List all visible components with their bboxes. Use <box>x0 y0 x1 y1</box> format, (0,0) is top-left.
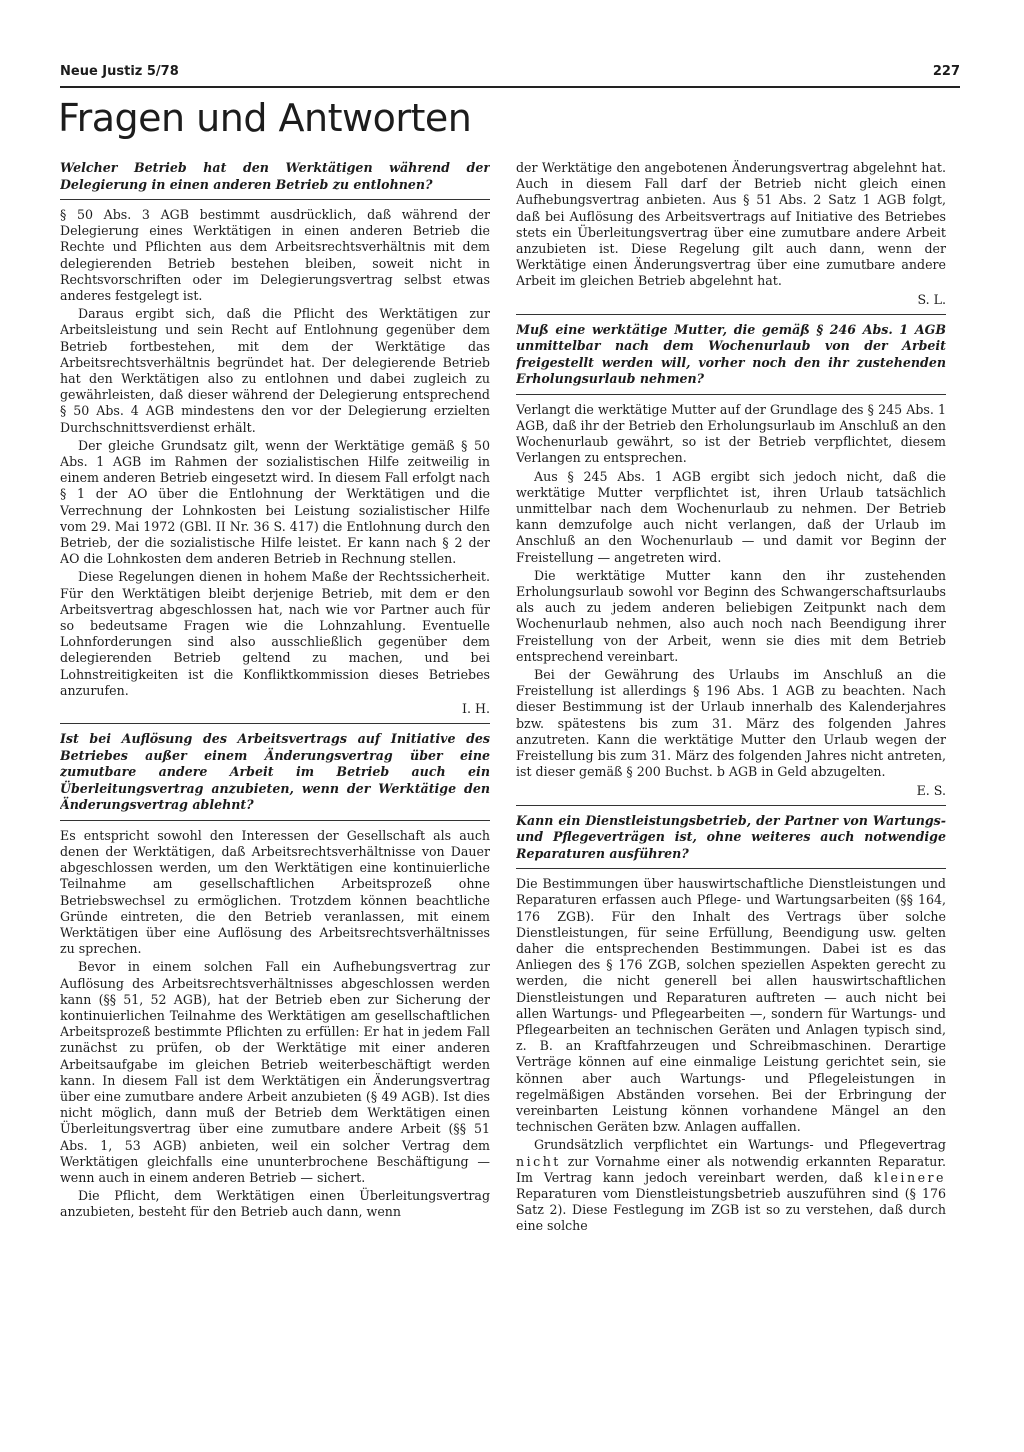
answer-paragraph: Aus § 245 Abs. 1 AGB ergibt sich jedoch nicht, daß die werktätige Mutter verpflichtet ist, ihren Urlaub tatsächlich unmittelbar nach dem Wochenurlaub zu nehmen. Der Betrieb kann demzufolge auch nicht verlangen, daß der Urlaub im Anschluß an den Wochenurlaub — und damit vor Beginn der Freistellung — angetreten wird. <box>516 468 946 565</box>
answer-paragraph: Diese Regelungen dienen in hohem Maße der Rechtssicherheit. Für den Werktätigen bleibt derjenige Betrieb, mit dem er den Arbeitsvertrag abgeschlossen hat, nach wie vor Partner auch für so bedeutsame Fragen wie die Lohnzahlung. Eventuelle Lohnforderungen sind also ausschließlich gegenüber dem delegierenden Betrieb geltend zu machen, und bei Lohnstreitigkeiten ist die Konfliktkommission dieses Betriebes anzurufen. <box>60 569 490 698</box>
page-number: 227 <box>932 64 960 79</box>
running-header <box>60 60 960 88</box>
text-run: Reparaturen vom Dienstleistungsbetrieb auszuführen sind (§ 176 Satz 2). Diese Festlegung im ZGB ist so zu verstehen, daß durch eine solche <box>516 1186 946 1234</box>
answer-paragraph: Bei der Gewährung des Urlaubs im Anschluß an die Freistellung ist allerdings § 196 Abs. 1 AGB zu beachten. Nach dieser Bestimmung ist der Urlaub innerhalb des Kalenderjahres bzw. spätestens bis zum 31. März des folgenden Jahres anzutreten. Kann die werktätige Mutter den Urlaub wegen der Freistellung bis zum 31. März des folgenden Jahres nicht antreten, ist dieser gemäß § 200 Buchst. b AGB in Geld abzugelten. <box>516 667 946 780</box>
emphasized-word: nicht <box>516 1153 561 1169</box>
author-initials: I. H. <box>462 701 490 717</box>
text-run: Grundsätzlich verpflichtet ein Wartungs- und Pflegevertrag <box>534 1137 946 1153</box>
answer-paragraph: Die Pflicht, dem Werktätigen einen Überleitungsvertrag anzubieten, besteht für den Betrieb auch dann, wenn <box>60 1188 490 1220</box>
text-run: zur Vornahme einer als notwendig erkannten Reparatur. Im Vertrag kann jedoch vereinbart werden, daß <box>516 1153 946 1185</box>
right-column <box>516 160 946 1420</box>
answer-paragraph: § 50 Abs. 3 AGB bestimmt ausdrücklich, daß während der Delegierung eines Werktätigen in einen anderen Betrieb die Rechte und Pflichten aus dem Arbeitsrechtsverhältnis mit dem delegierenden Betrieb bestehen bleiben, soweit nicht in Rechtsvorschriften oder im Delegierungsvertrag selbst etwas anderes festgelegt ist. <box>60 207 490 304</box>
journal-issue: Neue Justiz 5/78 <box>60 64 179 79</box>
question-heading: Kann ein Dienstleistungsbetrieb, der Partner von Wartungs- und Pflegeverträgen ist, ohne weiteres auch notwendige Reparaturen ausführen? <box>516 805 946 870</box>
question-heading: Ist bei Auflösung des Arbeitsvertrags auf Initiative des Betriebes außer einem Änderungsvertrag über eine zumutbare andere Arbeit im Betrieb auch ein Überleitungsvertrag anzubieten, wenn der Werktätige den Änderungsvertrag ablehnt? <box>60 723 490 821</box>
question-heading: Welcher Betrieb hat den Werktätigen während der Delegierung in einen anderen Betrieb zu entlohnen? <box>60 160 490 200</box>
answer-paragraph: Verlangt die werktätige Mutter auf der Grundlage des § 245 Abs. 1 AGB, daß ihr der Betrieb den Erholungsurlaub im Anschluß an den Wochenurlaub gewährt, so ist der Betrieb verpflichtet, diesem Verlangen zu entsprechen. <box>516 401 946 466</box>
answer-paragraph: Bevor in einem solchen Fall ein Aufhebungsvertrag zur Auflösung des Arbeitsrechtsverhältnisses abgeschlossen werden kann (§§ 51, 52 AGB), hat der Betrieb eben zur Sicherung der kontinuierlichen Teilnahme des Werktätigen am gesellschaftlichen Arbeitsprozeß bestimmte Pflichten zu erfüllen: Er hat in jedem Fall zunächst zu prüfen, ob der Werktätige mit einer anderen Arbeitsaufgabe im gleichen Betrieb weiterbeschäftigt werden kann. In diesem Fall ist dem Werktätigen ein Änderungsvertrag über eine zumutbare andere Arbeit anzubieten (§ 49 AGB). Ist dies nicht möglich, dann muß der Betrieb dem Werktätigen einen Überleitungsvertrag über eine zumutbare andere Arbeit (§§ 51 Abs. 1, 53 AGB) anbieten, weil ein solcher Vertrag dem Werktätigen gleichfalls eine ununterbrochene Beschäftigung — wenn auch in einem anderen Betrieb — sichert. <box>60 959 490 1186</box>
question-heading: Muß eine werktätige Mutter, die gemäß § 246 Abs. 1 AGB unmittelbar nach dem Wochenurlaub von der Arbeit freigestellt werden will, vorher noch den ihr zustehenden Erholungsurlaub nehmen? <box>516 314 946 395</box>
author-initials: E. S. <box>916 782 946 798</box>
emphasized-word: kleinere <box>873 1169 946 1185</box>
author-initials: S. L. <box>917 291 946 307</box>
answer-paragraph: Die werktätige Mutter kann den ihr zustehenden Erholungsurlaub sowohl vor Beginn des Schwangerschaftsurlaubs als auch zu jedem anderen beliebigen Zeitpunkt nach dem Wochenurlaub nehmen, also auch noch nach Beendigung ihrer Freistellung von der Arbeit, wenn sie dies mit dem Betrieb entsprechend vereinbart. <box>516 567 946 664</box>
answer-paragraph <box>516 1137 946 1234</box>
section-title: Fragen und Antworten <box>58 96 472 140</box>
answer-paragraph: Es entspricht sowohl den Interessen der Gesellschaft als auch denen der Werktätigen, daß Arbeitsrechtsverhältnisse von Dauer abgeschlossen werden, um den Werktätigen eine kontinuierliche Teilnahme am gesellschaftlichen Arbeitsprozeß ohne Betriebswechsel zu ermöglichen. Trotzdem können beachtliche Gründe eintreten, die den Betrieb veranlassen, mit einem Werktätigen über eine Auflösung des Arbeitsrechtsverhältnisses zu sprechen. <box>60 827 490 957</box>
left-column <box>60 160 490 1420</box>
answer-paragraph: Daraus ergibt sich, daß die Pflicht des Werktätigen zur Arbeitsleistung und sein Recht auf Entlohnung gegenüber dem Betrieb fortbestehen, mit dem der Werktätige das Arbeitsrechtsverhältnis begründet hat. Der delegierende Betrieb hat den Werktätigen also zu entlohnen und dabei zugleich zu gewährleisten, daß dieser während der Delegierung entsprechend § 50 Abs. 4 AGB mindestens den vor der Delegierung erzielten Durchschnittsverdienst erhält. <box>60 306 490 435</box>
answer-paragraph: Die Bestimmungen über hauswirtschaftliche Dienstleistungen und Reparaturen erfassen auch Pflege- und Wartungsarbeiten (§§ 164, 176 ZGB). Für den Inhalt des Vertrags über solche Dienstleistungen, für seine Erfüllung, Beendigung usw. gelten daher die entsprechenden Bestimmungen. Dabei ist es das Anliegen des § 176 ZGB, solchen speziellen Aspekten gerecht zu werden, die nicht generell bei allen hauswirtschaftlichen Dienstleistungen und Reparaturen auftreten — auch nicht bei allen Wartungs- und Pflegearbeiten —, sondern für Wartungs- und Pflegearbeiten an technischen Geräten und Anlagen typisch sind, z. B. an Kraftfahrzeugen und Schreibmaschinen. Derartige Verträge können auf eine einmalige Leistung gerichtet sein, sie können aber auch Wartungs- und Pflegeleistungen in regelmäßigen Abständen vorsehen. Bei der Erbringung der vereinbarten Leistung können vorhandene Mängel an den technischen Geräten bzw. Anlagen auffallen. <box>516 876 946 1135</box>
answer-paragraph: der Werktätige den angebotenen Änderungsvertrag abgelehnt hat. Auch in diesem Fall darf der Betrieb nicht gleich einen Aufhebungsvertrag anbieten. Aus § 51 Abs. 2 Satz 1 AGB folgt, daß bei Auflösung des Arbeitsvertrags auf Initiative des Betriebes stets ein Überleitungsvertrag über eine zumutbare andere Arbeit anzubieten ist. Diese Regelung gilt auch dann, wenn der Werktätige einen Änderungsvertrag über eine zumutbare andere Arbeit im gleichen Betrieb abgelehnt hat. <box>516 160 946 289</box>
answer-paragraph: Der gleiche Grundsatz gilt, wenn der Werktätige gemäß § 50 Abs. 1 AGB im Rahmen der sozialistischen Hilfe zeitweilig in einem anderen Betrieb eingesetzt wird. In diesem Fall erfolgt nach § 1 der AO über die Entlohnung der Werktätigen und die Verrechnung der Lohnkosten bei Leistung sozialistischer Hilfe vom 29. Mai 1972 (GBl. II Nr. 36 S. 417) die Entlohnung durch den Betrieb, der die sozialistische Hilfe leistet. Er kann nach § 2 der AO die Lohnkosten dem anderen Betrieb in Rechnung stellen. <box>60 437 490 567</box>
